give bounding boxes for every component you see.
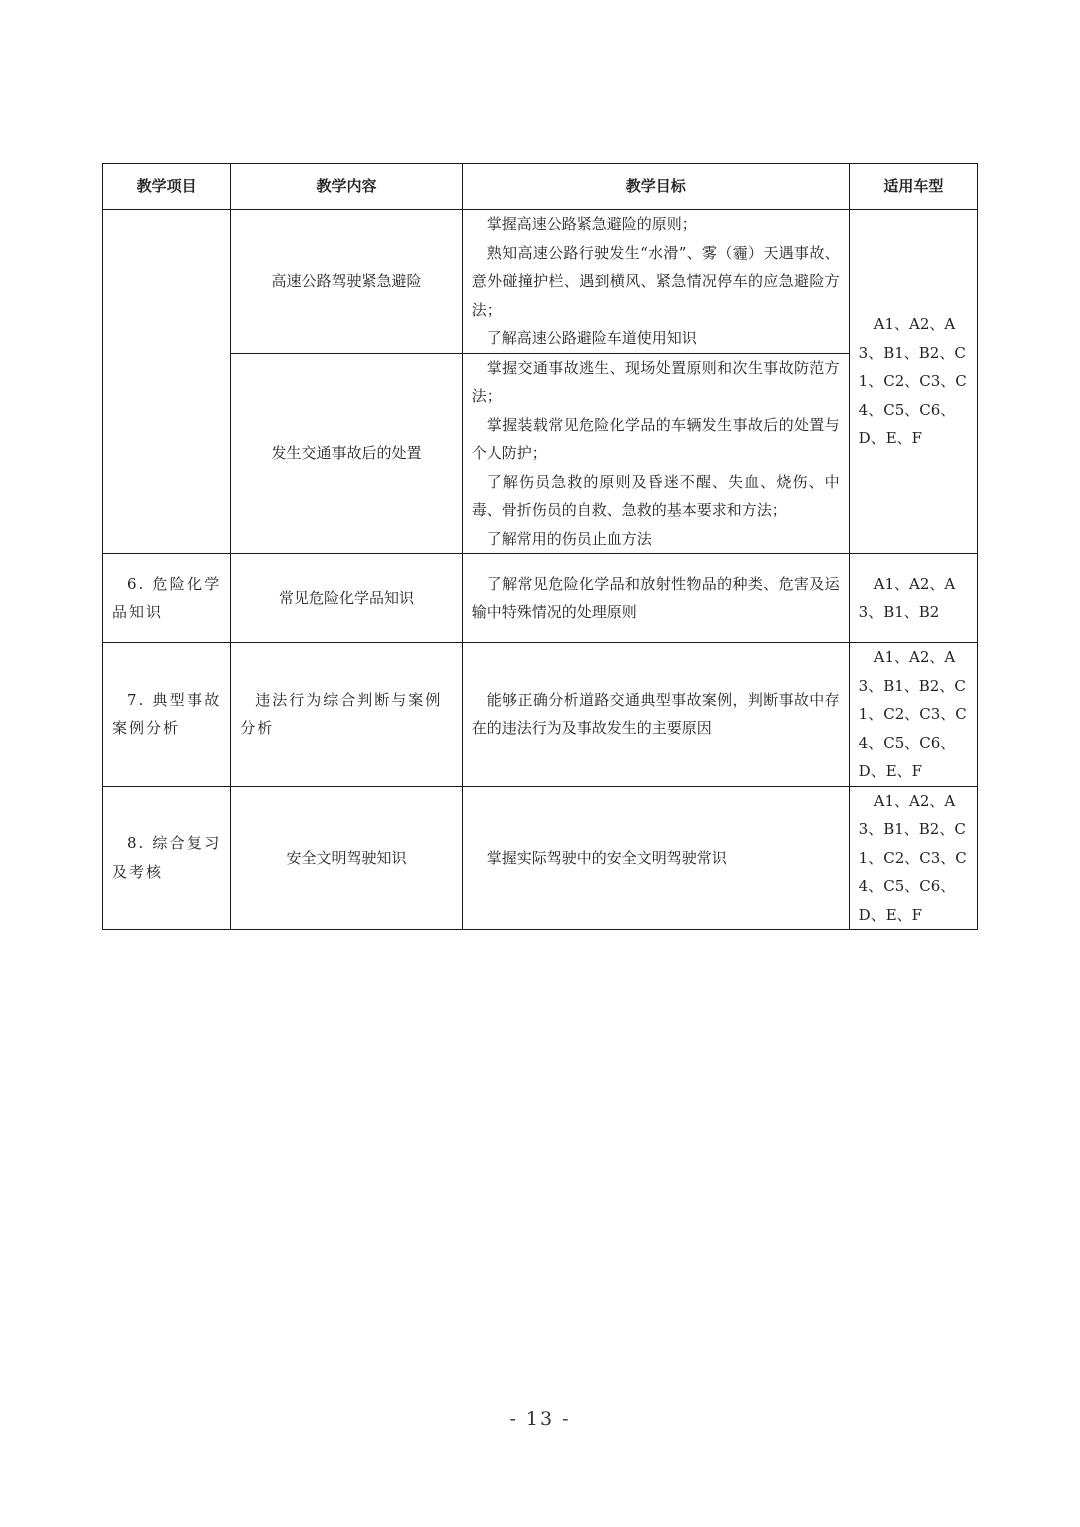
vehicle-cell xyxy=(849,643,977,787)
goal-line: 掌握高速公路紧急避险的原则； xyxy=(486,215,697,233)
project-cell-empty xyxy=(103,210,231,554)
table-row xyxy=(103,786,978,930)
content-cell: 高速公路驾驶紧急避险 xyxy=(231,210,463,354)
project-cell xyxy=(103,554,231,643)
page-number: - 13 - xyxy=(509,1408,571,1430)
goal-cell xyxy=(462,554,849,643)
vehicle-cell xyxy=(849,210,977,554)
vehicle-text: A1、A2、A3、B1、B2、C1、C2、C3、C4、C5、C6、D、E、F xyxy=(858,791,967,924)
table-row xyxy=(103,554,978,643)
goal-line: 了解常见危险化学品和放射性物品的种类、危害及运输中特殊情况的处理原则 xyxy=(471,574,840,621)
teaching-plan-table xyxy=(102,163,978,930)
project-text: 8. 综合复习及考核 xyxy=(112,834,222,881)
content-text: 违法行为综合判断与案例分析 xyxy=(240,690,443,738)
table-row xyxy=(103,353,978,554)
content-cell xyxy=(231,643,463,787)
vehicle-text: A1、A2、A3、B1、B2、C1、C2、C3、C4、C5、C6、D、E、F xyxy=(858,315,967,448)
goal-line: 掌握装载常见危险化学品的车辆发生事故后的处置与个人防护； xyxy=(471,415,840,462)
project-text: 6. 危险化学品知识 xyxy=(112,574,222,621)
vehicle-cell xyxy=(849,786,977,930)
goal-line: 了解伤员急救的原则及昏迷不醒、失血、烧伤、中毒、骨折伤员的自救、急救的基本要求和方法； xyxy=(471,472,840,519)
goal-line: 掌握交通事故逃生、现场处置原则和次生事故防范方法； xyxy=(471,358,840,405)
goal-line: 能够正确分析道路交通典型事故案例，判断事故中存在的违法行为及事故发生的主要原因 xyxy=(471,690,840,738)
vehicle-text: A1、A2、A3、B1、B2 xyxy=(858,574,956,621)
project-text: 7. 典型事故案例分析 xyxy=(112,690,222,738)
vehicle-text: A1、A2、A3、B1、B2、C1、C2、C3、C4、C5、C6、D、E、F xyxy=(858,648,967,780)
header-teaching-project: 教学项目 xyxy=(103,164,231,210)
project-cell xyxy=(103,786,231,930)
content-cell: 常见危险化学品知识 xyxy=(231,554,463,643)
vehicle-cell xyxy=(849,554,977,643)
goal-line: 了解常用的伤员止血方法 xyxy=(486,529,652,548)
goal-cell xyxy=(462,786,849,930)
content-cell: 发生交通事故后的处置 xyxy=(231,353,463,554)
header-applicable-vehicle: 适用车型 xyxy=(849,164,977,210)
goal-line: 掌握实际驾驶中的安全文明驾驶常识 xyxy=(486,848,727,867)
table-row xyxy=(103,210,978,354)
goal-line: 熟知高速公路行驶发生“水滑”、雾（霾）天遇事故、意外碰撞护栏、遇到横风、紧急情况停车的应急避险方法； xyxy=(471,243,840,319)
header-teaching-goal: 教学目标 xyxy=(462,164,849,210)
goal-line: 了解高速公路避险车道使用知识 xyxy=(486,329,697,347)
goal-cell xyxy=(462,353,849,554)
header-teaching-content: 教学内容 xyxy=(231,164,463,210)
table-row xyxy=(103,643,978,787)
goal-cell xyxy=(462,643,849,787)
project-cell xyxy=(103,643,231,787)
table-header-row xyxy=(103,164,978,210)
content-cell: 安全文明驾驶知识 xyxy=(231,786,463,930)
goal-cell xyxy=(462,210,849,354)
